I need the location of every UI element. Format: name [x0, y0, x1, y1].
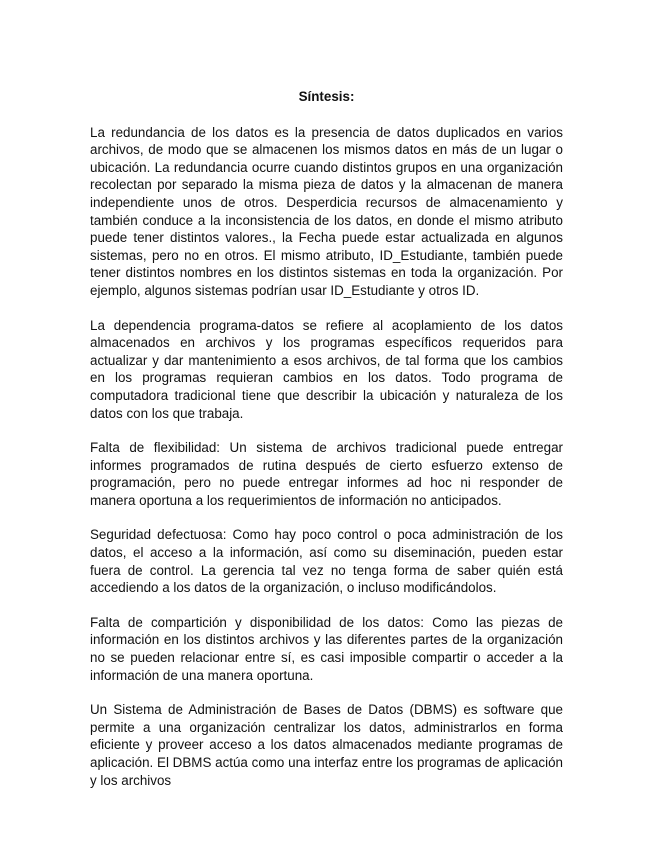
paragraph-dbms: Un Sistema de Administración de Bases de Datos (DBMS) es software que permite a una organización centralizar los datos, administrarlos en forma eficiente y proveer acceso a los datos almacenados mediante programas de aplicación. El DBMS actúa como una interfaz entre los programas de aplicación y los archivos — [90, 702, 563, 788]
document-title: Síntesis: — [298, 89, 355, 104]
document-page — [90, 88, 563, 806]
paragraph-dependencia: La dependencia programa-datos se refiere al acoplamiento de los datos almacenados en archivos y los programas específicos requeridos para actualizar y dar mantenimiento a esos archivos, de tal forma que los cambios en los programas requieran cambios en los datos. Todo programa de computadora tradicional tiene que describir la ubicación y naturaleza de los datos con los que trabaja. — [90, 317, 563, 421]
paragraph-redundancia: La redundancia de los datos es la presencia de datos duplicados en varios archivos, de modo que se almacenen los mismos datos en más de un lugar o ubicación. La redundancia ocurre cuando distintos grupos en una organización recolectan por separado la misma pieza de datos y la almacenan de manera independiente unos de otros. Desperdicia recursos de almacenamiento y también conduce a la inconsistencia de los datos, en donde el mismo atributo puede tener distintos valores., la Fecha puede estar actualizada en algunos sistemas, pero no en otros. El mismo atributo, ID_Estudiante, también puede tener distintos nombres en los distintos sistemas en toda la organización. Por ejemplo, algunos sistemas podrían usar ID_Estudiante y otros ID. — [90, 124, 563, 298]
paragraph-comparticion: Falta de compartición y disponibilidad de los datos: Como las piezas de información en los distintos archivos y las diferentes partes de la organización no se pueden relacionar entre sí, es casi imposible compartir o acceder a la información de una manera oportuna. — [90, 614, 563, 683]
paragraph-flexibilidad: Falta de flexibilidad: Un sistema de archivos tradicional puede entregar informes programados de rutina después de cierto esfuerzo extenso de programación, pero no puede entregar informes ad hoc ni responder de manera oportuna a los requerimientos de información no anticipados. — [90, 440, 563, 508]
paragraph-seguridad: Seguridad defectuosa: Como hay poco control o poca administración de los datos, el acceso a la información, así como su diseminación, pueden estar fuera de control. La gerencia tal vez no tenga forma de saber quién está accediendo a los datos de la organización, o incluso modificándolos. — [90, 527, 563, 596]
